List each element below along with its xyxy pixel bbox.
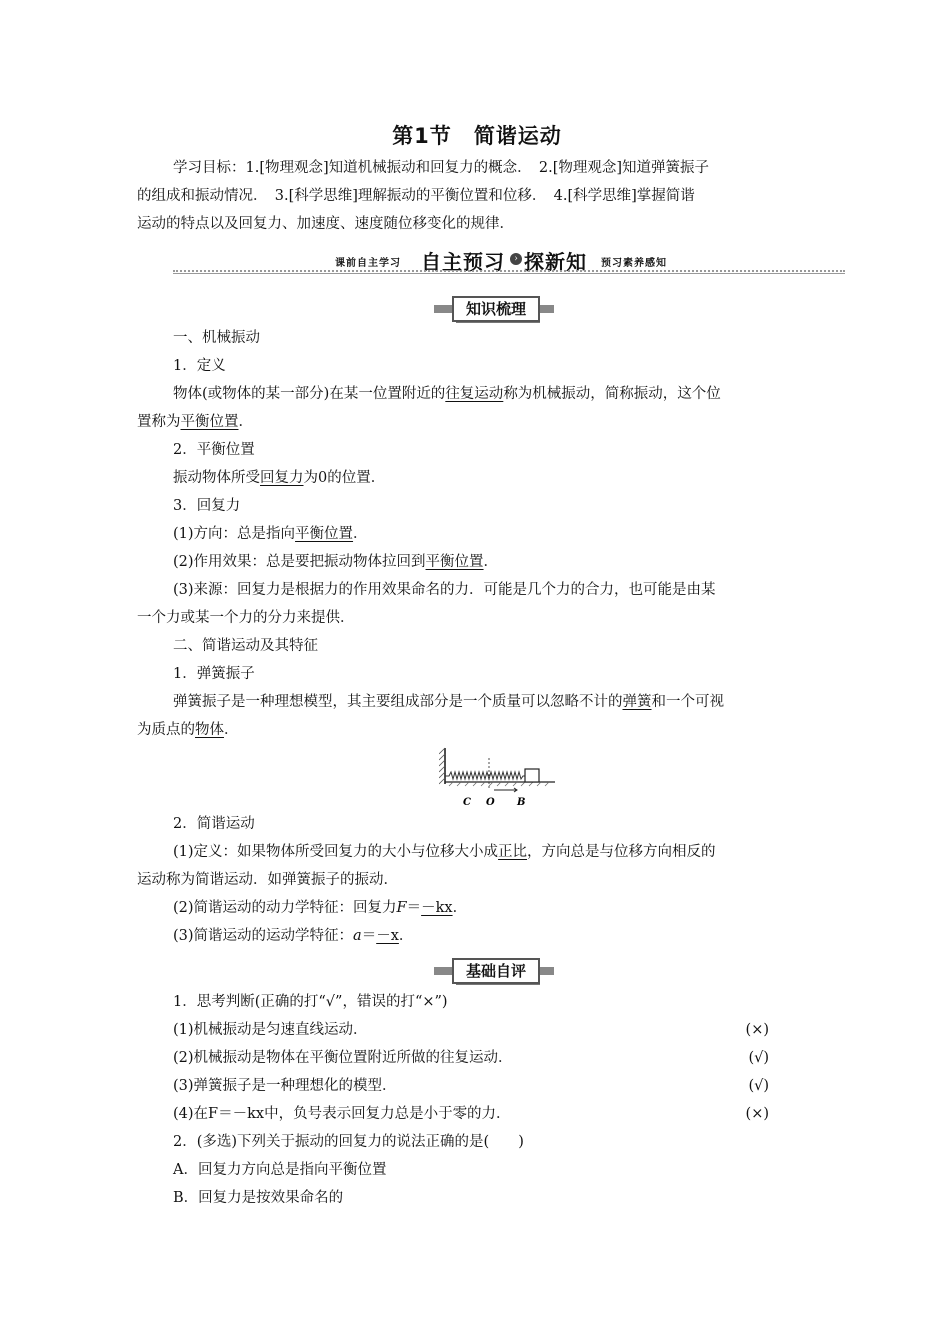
spring-text-c: 为质点的 <box>137 722 195 738</box>
arrow-icon: › <box>510 253 522 265</box>
section-banner <box>173 242 845 274</box>
shm2-var: F <box>396 900 407 916</box>
banner-left-text: 课前自主学习 <box>335 258 401 269</box>
rf-line-3: (3)来源：回复力是根据力的作用效果命名的力．可能是几个力的合力，也可能是由某 <box>173 582 716 598</box>
judge-mark: (√) <box>748 1050 769 1066</box>
rf-line-4: 一个力或某一个力的分力来提供． <box>137 610 355 626</box>
objectives-line-2: 的组成和振动情况． 3.[科学思维]理解振动的平衡位置和位移． 4.[科学思维]掌握简谐 <box>137 188 695 204</box>
tag-bar-left <box>434 305 452 313</box>
banner-divider <box>173 270 845 272</box>
eq-text-a: 振动物体所受 <box>173 470 260 486</box>
shm-line-1 <box>137 838 817 866</box>
banner-right-text: 预习素养感知 <box>601 258 667 269</box>
judge-item <box>173 1072 817 1100</box>
spring <box>445 772 525 779</box>
rf2-text: (2)作用效果：总是要把振动物体拉回到 <box>173 554 426 570</box>
rf1-end: ． <box>353 526 368 542</box>
judge-text: (4)在F＝－kx中，负号表示回复力总是小于零的力． <box>173 1106 511 1122</box>
rf2-underline: 平衡位置 <box>425 554 484 570</box>
judge-text: (3)弹簧振子是一种理想化的模型． <box>173 1078 397 1094</box>
label-C: C <box>463 797 471 808</box>
def-text-d: ． <box>238 414 253 430</box>
shm1-underline: 正比 <box>498 844 528 860</box>
rf-line-2 <box>173 548 817 576</box>
shm-label: 2．简谐运动 <box>173 816 255 832</box>
eq-label: 2．平衡位置 <box>173 442 255 458</box>
spring-oscillator-figure <box>439 746 555 810</box>
sec2-heading: 二、简谐运动及其特征 <box>173 638 318 654</box>
question-1: 1．思考判断(正确的打“√”，错误的打“×”) <box>173 994 448 1010</box>
page-title <box>137 120 817 150</box>
def-line-2 <box>137 408 817 436</box>
shm3-var: a <box>353 928 362 944</box>
spring-label: 1．弹簧振子 <box>173 666 255 682</box>
spring-line-1 <box>137 688 817 716</box>
spring-underline-1: 弹簧 <box>622 694 652 710</box>
rf-label: 3．回复力 <box>173 498 241 514</box>
judge-item <box>173 1016 817 1044</box>
banner-main-2: 探新知 <box>524 250 587 274</box>
rf2-end: ． <box>483 554 499 570</box>
eq-line <box>173 464 817 492</box>
banner-main-1: 自主预习 <box>421 250 505 274</box>
judge-mark: (×) <box>745 1106 769 1122</box>
shm3-eq: ＝ <box>361 928 377 944</box>
label-B: B <box>517 797 526 808</box>
def-text-a: 物体(或物体的某一部分)在某一位置附近的 <box>173 386 446 402</box>
rf1-text: (1)方向：总是指向 <box>173 526 296 542</box>
tag-bar-left <box>434 967 452 975</box>
section-title: 简谐运动 <box>473 124 562 148</box>
spring-text-a: 弹簧振子是一种理想模型，其主要组成部分是一个质量可以忽略不计的 <box>173 694 623 710</box>
banner-rule <box>173 273 845 274</box>
option-a: A．回复力方向总是指向平衡位置 <box>173 1162 387 1178</box>
def-line-1 <box>137 380 817 408</box>
knowledge-tag <box>434 296 554 322</box>
spring-line-2 <box>137 716 817 744</box>
shm2-underline: －kx <box>421 900 453 916</box>
self-eval-tag-label: 基础自评 <box>452 958 540 984</box>
def-text-c: 置称为 <box>137 414 181 430</box>
sec1-heading: 一、机械振动 <box>173 330 260 346</box>
judge-text: (2)机械振动是物体在平衡位置附近所做的往复运动． <box>173 1050 513 1066</box>
objectives-line-1: 学习目标：1.[物理观念]知道机械振动和回复力的概念． 2.[物理观念]知道弹簧振子 <box>173 160 710 176</box>
judge-item <box>173 1044 817 1072</box>
eq-underline: 回复力 <box>260 470 304 486</box>
shm2-end: ． <box>452 900 468 916</box>
judge-mark: (√) <box>748 1078 769 1094</box>
eq-text-b: 为0的位置． <box>303 470 386 486</box>
shm-line-2: 运动称为简谐运动．如弹簧振子的振动． <box>137 872 398 888</box>
spring-text-d: ． <box>224 722 239 738</box>
question-2: 2．(多选)下列关于振动的回复力的说法正确的是( ) <box>173 1134 524 1150</box>
judge-item <box>173 1100 817 1128</box>
spring-underline-2: 物体 <box>195 722 224 738</box>
shm2-text: (2)简谐运动的动力学特征：回复力 <box>173 900 397 916</box>
knowledge-tag-label: 知识梳理 <box>452 296 540 322</box>
shm3-end: ． <box>398 928 414 944</box>
spring-text-b: 和一个可视 <box>651 694 724 710</box>
option-b: B．回复力是按效果命名的 <box>173 1190 344 1206</box>
rf1-underline: 平衡位置 <box>295 526 354 542</box>
judge-text: (1)机械振动是匀速直线运动． <box>173 1022 368 1038</box>
section-number: 第1节 <box>392 124 452 148</box>
def-text-b: 称为机械振动，简称振动，这个位 <box>503 386 721 402</box>
def-underline-2: 平衡位置 <box>180 414 239 430</box>
judge-mark: (×) <box>745 1022 769 1038</box>
label-O: O <box>486 797 495 808</box>
mass-block <box>525 769 539 782</box>
wall-hatch <box>439 748 445 784</box>
objectives-line-3: 运动的特点以及回复力、加速度、速度随位移变化的规律． <box>137 216 514 232</box>
shm3-underline: －x <box>376 928 399 944</box>
shm2-eq: ＝ <box>406 900 422 916</box>
shm-line-3 <box>173 894 817 922</box>
shm1-text-b: ，方向总是与位移方向相反的 <box>527 844 716 860</box>
def-label: 1．定义 <box>173 358 226 374</box>
self-eval-tag <box>434 958 554 984</box>
shm-line-4 <box>173 922 817 950</box>
def-underline-1: 往复运动 <box>445 386 504 402</box>
shm1-text-a: (1)定义：如果物体所受回复力的大小与位移大小成 <box>173 844 499 860</box>
shm3-text: (3)简谐运动的运动学特征： <box>173 928 354 944</box>
rf-line-1 <box>173 520 817 548</box>
